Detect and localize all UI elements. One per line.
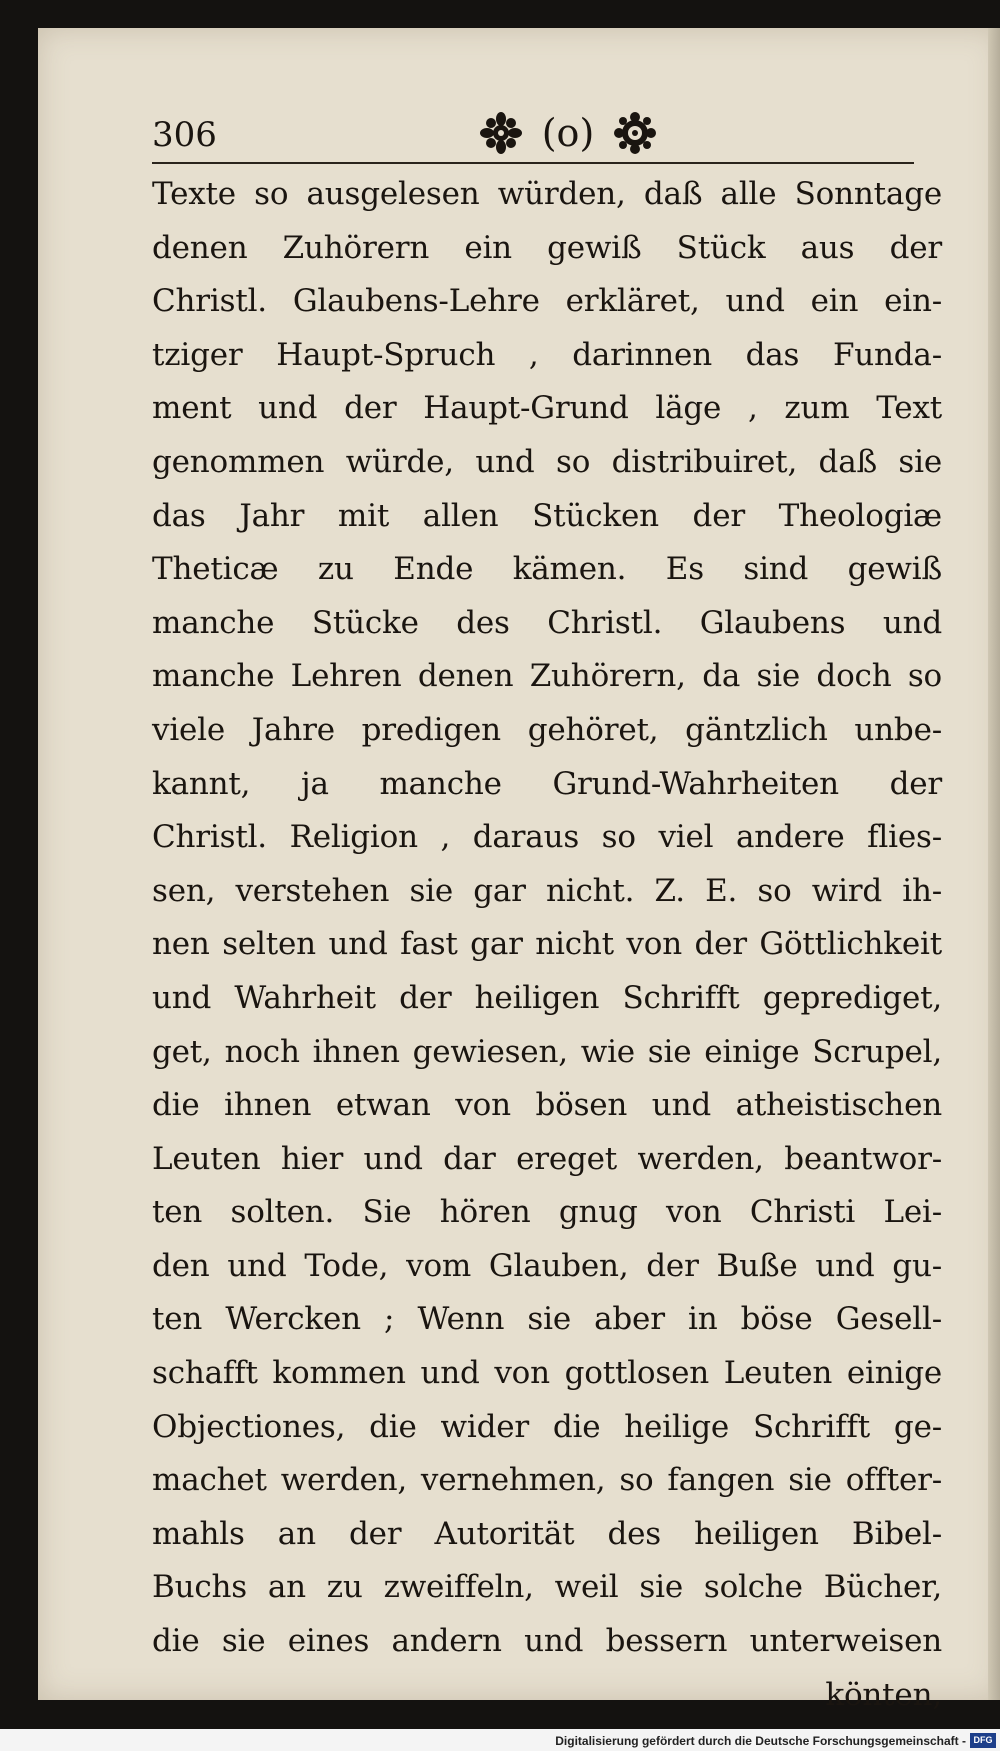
page-number: 306	[152, 115, 217, 155]
text-line: Christl. Religion , daraus so viel andere flies-	[152, 819, 942, 856]
text-line: kannt, ja manche Grund-Wahrheiten der	[152, 765, 942, 802]
text-line: manche Lehren denen Zuhörern, da sie doch so	[152, 658, 942, 695]
text-line: nen selten und fast gar nicht von der Göttlichkeit	[152, 926, 942, 963]
text-line: und Wahrheit der heiligen Schrifft geprediget,	[152, 979, 942, 1016]
text-line: manche Stücke des Christl. Glaubens und	[152, 604, 942, 641]
flower-ornament-icon	[480, 112, 522, 154]
footer-bar	[0, 1729, 1000, 1751]
text-line: Buchs an zu zweiffeln, weil sie solche Bücher,	[152, 1569, 942, 1606]
header-center-mark: (o)	[541, 111, 595, 155]
header-rule	[152, 162, 914, 164]
text-line: könten,	[825, 1676, 942, 1713]
text-line: genommen würde, und so distribuiret, daß sie	[152, 443, 942, 480]
text-line: ten solten. Sie hören gnug von Christi Lei-	[152, 1194, 942, 1231]
page-header	[152, 95, 914, 155]
page-edge	[988, 28, 1000, 1700]
text-line: Theticæ zu Ende kämen. Es sind gewiß	[152, 551, 942, 588]
digitization-credit: Digitalisierung gefördert durch die Deutsche Forschungsgemeinschaft -	[555, 1734, 966, 1748]
text-line: ten Wercken ; Wenn sie aber in böse Gesell-	[152, 1301, 942, 1338]
text-line: denen Zuhörern ein gewiß Stück aus der	[152, 229, 942, 266]
text-line: schafft kommen und von gottlosen Leuten einige	[152, 1355, 942, 1392]
rosette-ornament-icon	[614, 112, 656, 154]
body-text	[152, 168, 942, 1722]
text-line: ment und der Haupt-Grund läge , zum Text	[152, 390, 942, 427]
text-line: Texte so ausgelesen würden, daß alle Sonntage	[152, 176, 942, 212]
dfg-logo: DFG	[970, 1733, 996, 1748]
text-line: get, noch ihnen gewiesen, wie sie einige Scrupel,	[152, 1033, 942, 1070]
text-line: machet werden, vernehmen, so fangen sie offter-	[152, 1462, 942, 1499]
text-line: Leuten hier und dar ereget werden, beantwor-	[152, 1140, 942, 1177]
text-line: viele Jahre predigen gehöret, gäntzlich unbe-	[152, 711, 942, 748]
text-line: mahls an der Autorität des heiligen Bibel-	[152, 1515, 942, 1552]
header-ornament	[468, 109, 668, 157]
text-line: Christl. Glaubens-Lehre erkläret, und ein ein-	[152, 283, 942, 320]
text-line: die sie eines andern und bessern unterweisen	[152, 1623, 942, 1660]
text-line: tziger Haupt-Spruch , darinnen das Funda-	[152, 336, 942, 373]
text-line: Objectiones, die wider die heilige Schrifft ge-	[152, 1408, 942, 1445]
text-line: den und Tode, vom Glauben, der Buße und gu-	[152, 1247, 942, 1284]
text-line: die ihnen etwan von bösen und atheistischen	[152, 1087, 942, 1124]
text-line: das Jahr mit allen Stücken der Theologiæ	[152, 497, 942, 534]
text-line: sen, verstehen sie gar nicht. Z. E. so wird ih-	[152, 872, 942, 909]
